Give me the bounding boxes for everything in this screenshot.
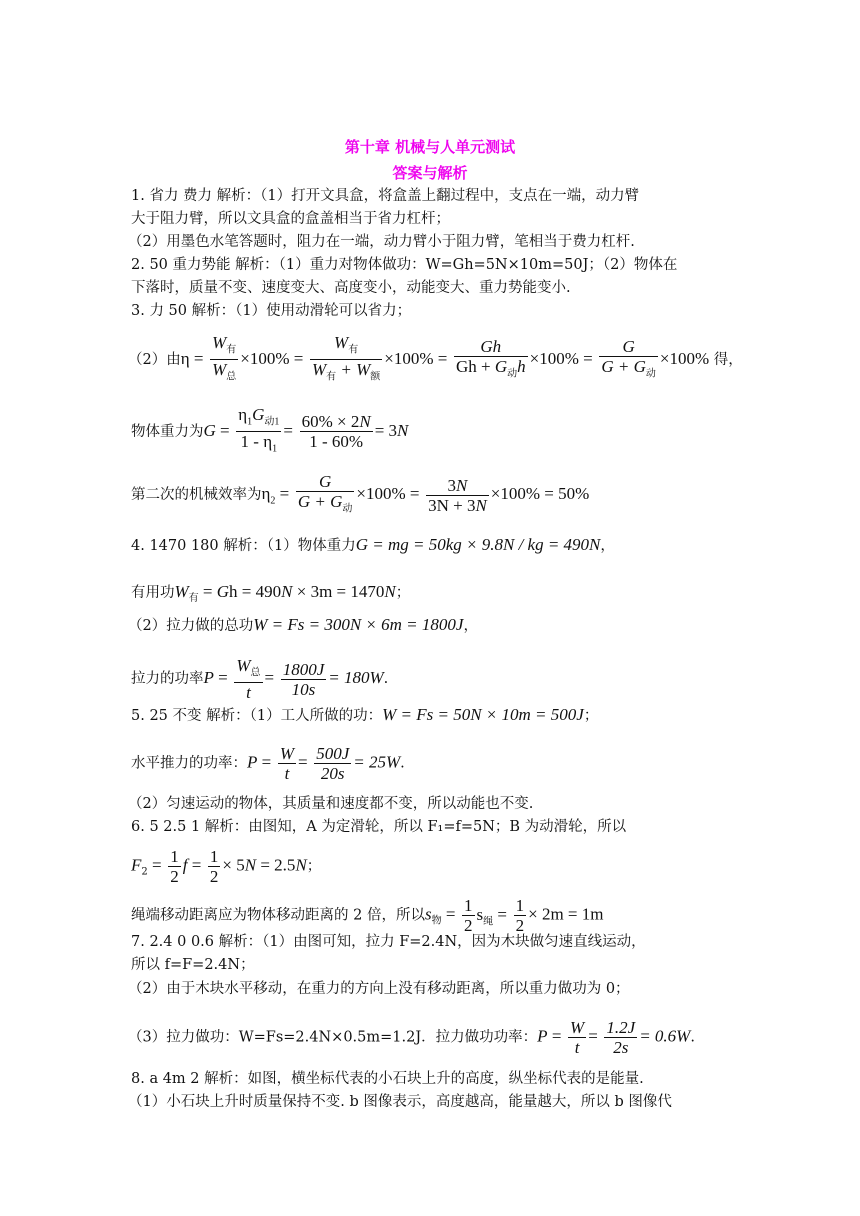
answer-1-line-1: 1. 省力 费力 解析：（1）打开文具盒，将盒盖上翻过程中，支点在一端，动力臂 — [131, 188, 640, 204]
answer-3-line-1: 3. 力 50 解析：（1）使用动滑轮可以省力； — [131, 303, 412, 319]
answer-4-line-2: 有用功$W_有 = Gh = 490N \times 3m = 1470N$； — [131, 582, 411, 604]
answer-6-line-3: 绳端移动距离应为物体移动距离的 2 倍，所以$s_物$ = $\frac{1}{2}$ $s_绳$ = $\frac{1}{2}$ × 2m = 1m — [131, 896, 604, 935]
second-efficiency-formula: 第二次的机械效率为$\eta_2$ = $\frac{G}{G + G_动}$ ×100% = $\frac{3N}{3N + 3N}$ ×100% = 50% — [131, 472, 590, 515]
answer-7-line-4: （3）拉力做功：W=Fs=2.4N×0.5m=1.2J．拉力做功功率：P = $\frac{W}{t}$ = $\frac{1.2J}{2s}$ = 0.6W. — [128, 1018, 695, 1057]
page-title: 第十章 机械与人单元测试 — [344, 138, 516, 156]
object-weight-formula: 物体重力为G = $\frac{\eta_1G_{动1}}{1 - \eta_1}$ = $\frac{60\% \times 2N}{1 - 60\%}$ = 3N — [131, 405, 409, 455]
efficiency-formula: （2）由η = $\frac{W_有}{W_总}$ ×100% = $\frac{W_有}{W_有 + W_额}$ ×100% = $\frac{Gh}{Gh + G_动h}$ ×100% = $\frac{G}{G + G_动}$ ×100% 得， — [128, 333, 743, 383]
answer-7-line-3: （2）由于木块水平移动，在重力的方向上没有移动距离，所以重力做功为 0； — [128, 981, 630, 997]
answer-4-line-4: 拉力的功率P = $\frac{W_总}{t}$ = $\frac{1800J}{10s}$ = 180W. — [131, 656, 389, 703]
answer-4-line-1: 4. 1470 180 解析：（1）物体重力G = mg = 50kg × 9.8N / kg = 490N， — [131, 535, 615, 554]
answer-4-line-3: （2）拉力做的总功W = Fs = 300N × 6m = 1800J， — [128, 615, 478, 634]
answer-5-line-1: 5. 25 不变 解析：（1）工人所做的功：W = Fs = 50N × 10m = 500J； — [131, 705, 599, 724]
answer-8-line-1: 8. a 4m 2 解析：如图，横坐标代表的小石块上升的高度，纵坐标代表的是能量. — [131, 1071, 644, 1087]
answer-1-line-3: （2）用墨色水笔答题时，阻力在一端，动力臂小于阻力臂，笔相当于费力杠杆. — [128, 234, 635, 250]
answer-8-line-2: （1）小石块上升时质量保持不变. b 图像表示，高度越高，能量越大，所以 b 图像代 — [128, 1094, 672, 1110]
answer-6-line-2: $F_2$ = $\frac{1}{2}$ f = $\frac{1}{2}$ × 5N = 2.5N； — [131, 847, 322, 886]
answer-6-line-1: 6. 5 2.5 1 解析：由图知，A 为定滑轮，所以 F₁=f=5N；B 为动滑轮，所以 — [131, 819, 627, 835]
answer-5-line-2: 水平推力的功率：P = $\frac{W}{t}$ = $\frac{500J}{20s}$ = 25W. — [131, 744, 405, 783]
answer-2-line-1: 2. 50 重力势能 解析：（1）重力对物体做功：W=Gh=5N×10m=50J；（2）物体在 — [131, 257, 678, 273]
page-subtitle: 答案与解析 — [392, 164, 468, 182]
answer-7-line-2: 所以 f=F=2.4N； — [131, 957, 255, 973]
answer-2-line-2: 下落时，质量不变、速度变大、高度变小，动能变大、重力势能变小. — [131, 280, 571, 296]
answer-7-line-1: 7. 2.4 0 0.6 解析：（1）由图可知，拉力 F=2.4N，因为木块做匀速直线运动， — [131, 934, 646, 950]
answer-5-line-3: （2）匀速运动的物体，其质量和速度都不变，所以动能也不变. — [128, 796, 534, 812]
answer-1-line-2: 大于阻力臂，所以文具盒的盒盖相当于省力杠杆； — [131, 211, 450, 227]
